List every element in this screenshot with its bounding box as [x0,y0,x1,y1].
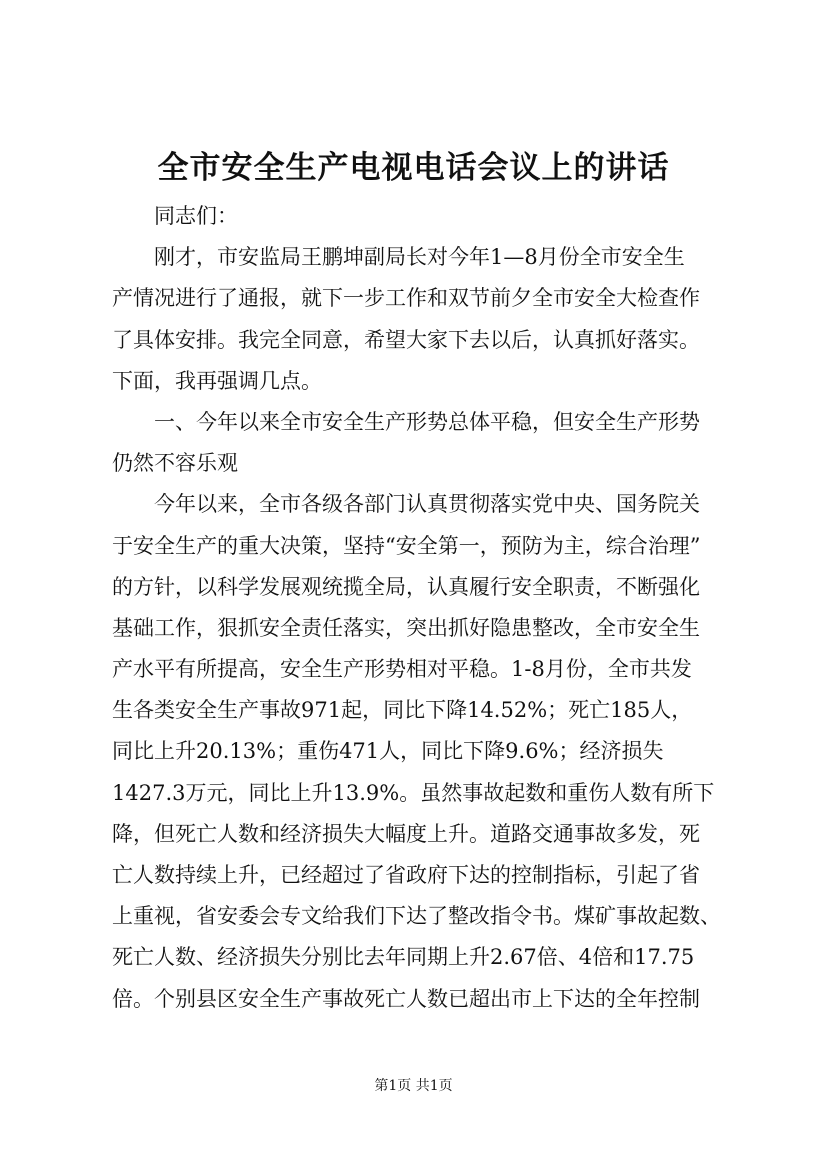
paragraph-line: 同比上升20.13%；重伤471人，同比下降9.6%；经济损失 [112,739,664,764]
paragraph-line: 1427.3万元，同比上升13.9%。虽然事故起数和重伤人数有所下 [112,780,715,805]
paragraph-line: 产水平有所提高，安全生产形势相对平稳。1-8月份，全市共发 [112,657,692,682]
paragraph-line: 下面，我再强调几点。 [112,368,322,393]
paragraph-line: 今年以来，全市各级各部门认真贯彻落实党中央、国务院关 [154,492,700,517]
paragraph-line: 亡人数持续上升，已经超过了省政府下达的控制指标，引起了省 [112,863,700,887]
paragraph-line: 生各类安全生产事故971起，同比下降14.52%；死亡185人， [112,698,693,723]
section-heading-line: 一、今年以来全市安全生产形势总体平稳，但安全生产形势 [154,409,700,434]
paragraph-line: 上重视，省安委会专文给我们下达了整改指令书。煤矿事故起数、 [112,904,721,929]
paragraph-line: 降，但死亡人数和经济损失大幅度上升。道路交通事故多发，死 [112,821,700,846]
page-footer: 第1页 共1页 [374,1078,453,1094]
paragraph-line: 基础工作，狠抓安全责任落实，突出抓好隐患整改，全市安全生 [112,615,700,640]
paragraph-line: 于安全生产的重大决策，坚持“安全第一，预防为主，综合治理” [112,533,701,558]
paragraph-line: 刚才，市安监局王鹏坤副局长对今年1—8月份全市安全生 [154,245,685,270]
paragraph-line: 的方针，以科学发展观统揽全局，认真履行安全职责，不断强化 [112,574,700,599]
section-heading-line: 仍然不容乐观 [112,451,238,476]
paragraph-line: 死亡人数、经济损失分别比去年同期上升2.67倍、4倍和17.75 [112,945,695,970]
paragraph-line: 产情况进行了通报，就下一步工作和双节前夕全市安全大检查作 [112,286,700,311]
paragraph-line: 倍。个别县区安全生产事故死亡人数已超出市上下达的全年控制 [112,986,700,1011]
salutation-line: 同志们： [154,204,238,228]
paragraph-line: 了具体安排。我完全同意，希望大家下去以后，认真抓好落实。 [112,327,700,352]
document-body [112,196,740,1020]
document-title: 全市安全生产电视电话会议上的讲话 [157,150,670,186]
